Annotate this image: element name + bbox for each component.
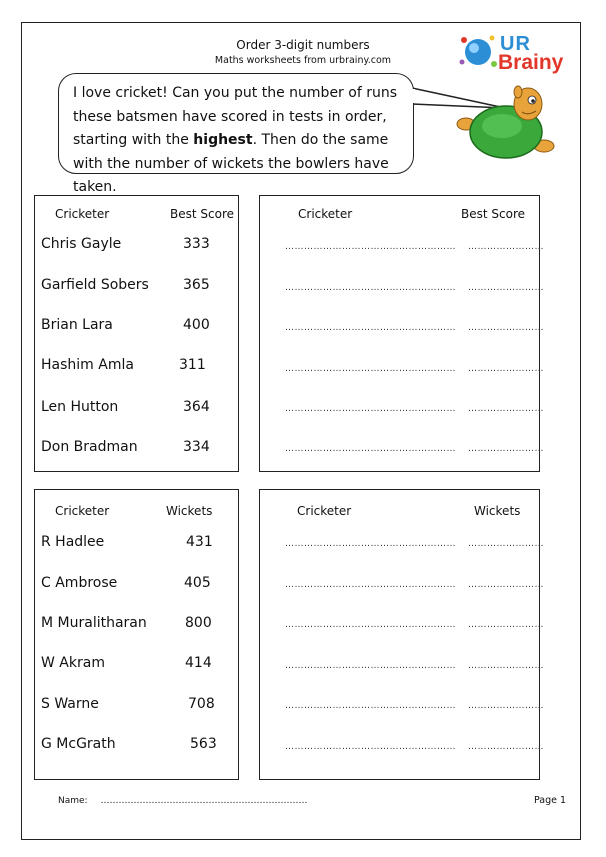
batting-row-name: Don Bradman <box>41 439 138 455</box>
answer-name-line[interactable]: ……………………………………………… <box>285 742 456 752</box>
batting-row-value: 334 <box>183 439 210 455</box>
answer-value-line[interactable]: …………………… <box>468 323 544 333</box>
bowling-row-name: R Hadlee <box>41 534 105 550</box>
batting-col-best-score: Best Score <box>170 207 234 221</box>
worksheet-title: Order 3-digit numbers <box>236 38 370 52</box>
batting-answer-box <box>259 195 544 472</box>
bowling-row-name: S Warne <box>41 696 99 712</box>
batting-row-name: Hashim Amla <box>41 357 134 373</box>
batting-row-name: Len Hutton <box>41 399 119 415</box>
answer-name-line[interactable]: ……………………………………………… <box>285 580 456 590</box>
batting-row-name: Brian Lara <box>41 317 113 333</box>
answer-value-line[interactable]: …………………… <box>468 444 544 454</box>
page-number: Page 1 <box>534 795 567 806</box>
bowling-col-cricketer: Cricketer <box>55 504 110 518</box>
bowling-answer-box <box>259 489 544 780</box>
bowling-wickets-box <box>34 489 239 780</box>
logo-brainy-text: Brainy <box>498 51 564 74</box>
bowling-col-wickets: Wickets <box>166 504 213 518</box>
answer-name-line[interactable]: ……………………………………………… <box>285 364 456 374</box>
answer-value-line[interactable]: …………………… <box>468 742 544 752</box>
bowling-row-name: M Muralitharan <box>41 615 147 631</box>
batting-row-value: 364 <box>183 399 210 415</box>
bubble-text-after: . Then do the same with the number of wickets the bowlers have taken. <box>73 132 389 195</box>
logo-ur-text: UR <box>500 33 531 55</box>
answer-name-line[interactable]: ……………………………………………… <box>285 444 456 454</box>
answer-value-line[interactable]: …………………… <box>468 364 544 374</box>
bowling-row-name: G McGrath <box>41 736 116 752</box>
answer-value-line[interactable]: …………………… <box>468 661 544 671</box>
turtle-mascot-icon <box>452 84 562 164</box>
answer-name-line[interactable]: ……………………………………………… <box>285 661 456 671</box>
bowling-answer-col-wickets: Wickets <box>474 504 521 518</box>
bowling-row-value: 414 <box>185 655 212 671</box>
answer-name-line[interactable]: ……………………………………………… <box>285 539 456 549</box>
bowling-row-value: 708 <box>188 696 215 712</box>
batting-col-cricketer: Cricketer <box>55 207 110 221</box>
batting-answer-col-best-score: Best Score <box>461 207 525 221</box>
answer-value-line[interactable]: …………………… <box>468 283 544 293</box>
answer-name-line[interactable]: ……………………………………………… <box>285 701 456 711</box>
batting-row-value: 333 <box>183 236 210 252</box>
bubble-text-bold: highest <box>193 132 253 148</box>
answer-value-line[interactable]: …………………… <box>468 580 544 590</box>
worksheet-subtitle: Maths worksheets from urbrainy.com <box>214 55 392 66</box>
answer-name-line[interactable]: ……………………………………………… <box>285 323 456 333</box>
answer-name-line[interactable]: ……………………………………………… <box>285 620 456 630</box>
batting-row-value: 311 <box>179 357 206 373</box>
batting-row-name: Chris Gayle <box>41 236 122 252</box>
answer-value-line[interactable]: …………………… <box>468 242 544 252</box>
bowling-row-name: W Akram <box>41 655 105 671</box>
bowling-row-value: 800 <box>185 615 212 631</box>
bowling-row-value: 405 <box>184 575 211 591</box>
batting-scores-box <box>34 195 239 472</box>
answer-value-line[interactable]: …………………… <box>468 620 544 630</box>
answer-value-line[interactable]: …………………… <box>468 404 544 414</box>
answer-name-line[interactable]: ……………………………………………… <box>285 242 456 252</box>
bowling-row-name: C Ambrose <box>41 575 118 591</box>
batting-row-value: 400 <box>183 317 210 333</box>
bowling-row-value: 431 <box>186 534 213 550</box>
answer-name-line[interactable]: ……………………………………………… <box>285 404 456 414</box>
name-line[interactable]: …………………………………………………………… <box>100 796 308 806</box>
bowling-answer-col-cricketer: Cricketer <box>297 504 352 518</box>
answer-name-line[interactable]: ……………………………………………… <box>285 283 456 293</box>
batting-row-value: 365 <box>183 277 210 293</box>
answer-value-line[interactable]: …………………… <box>468 701 544 711</box>
name-field[interactable] <box>58 796 307 806</box>
answer-value-line[interactable]: …………………… <box>468 539 544 549</box>
batting-row-name: Garfield Sobers <box>41 277 149 293</box>
batting-answer-col-cricketer: Cricketer <box>298 207 353 221</box>
name-label: Name: <box>58 796 88 806</box>
bowling-row-value: 563 <box>190 736 217 752</box>
bubble-text-before: I love cricket! Can you put the number of runs these batsmen have scored in tests in order, starting with the <box>73 85 398 148</box>
